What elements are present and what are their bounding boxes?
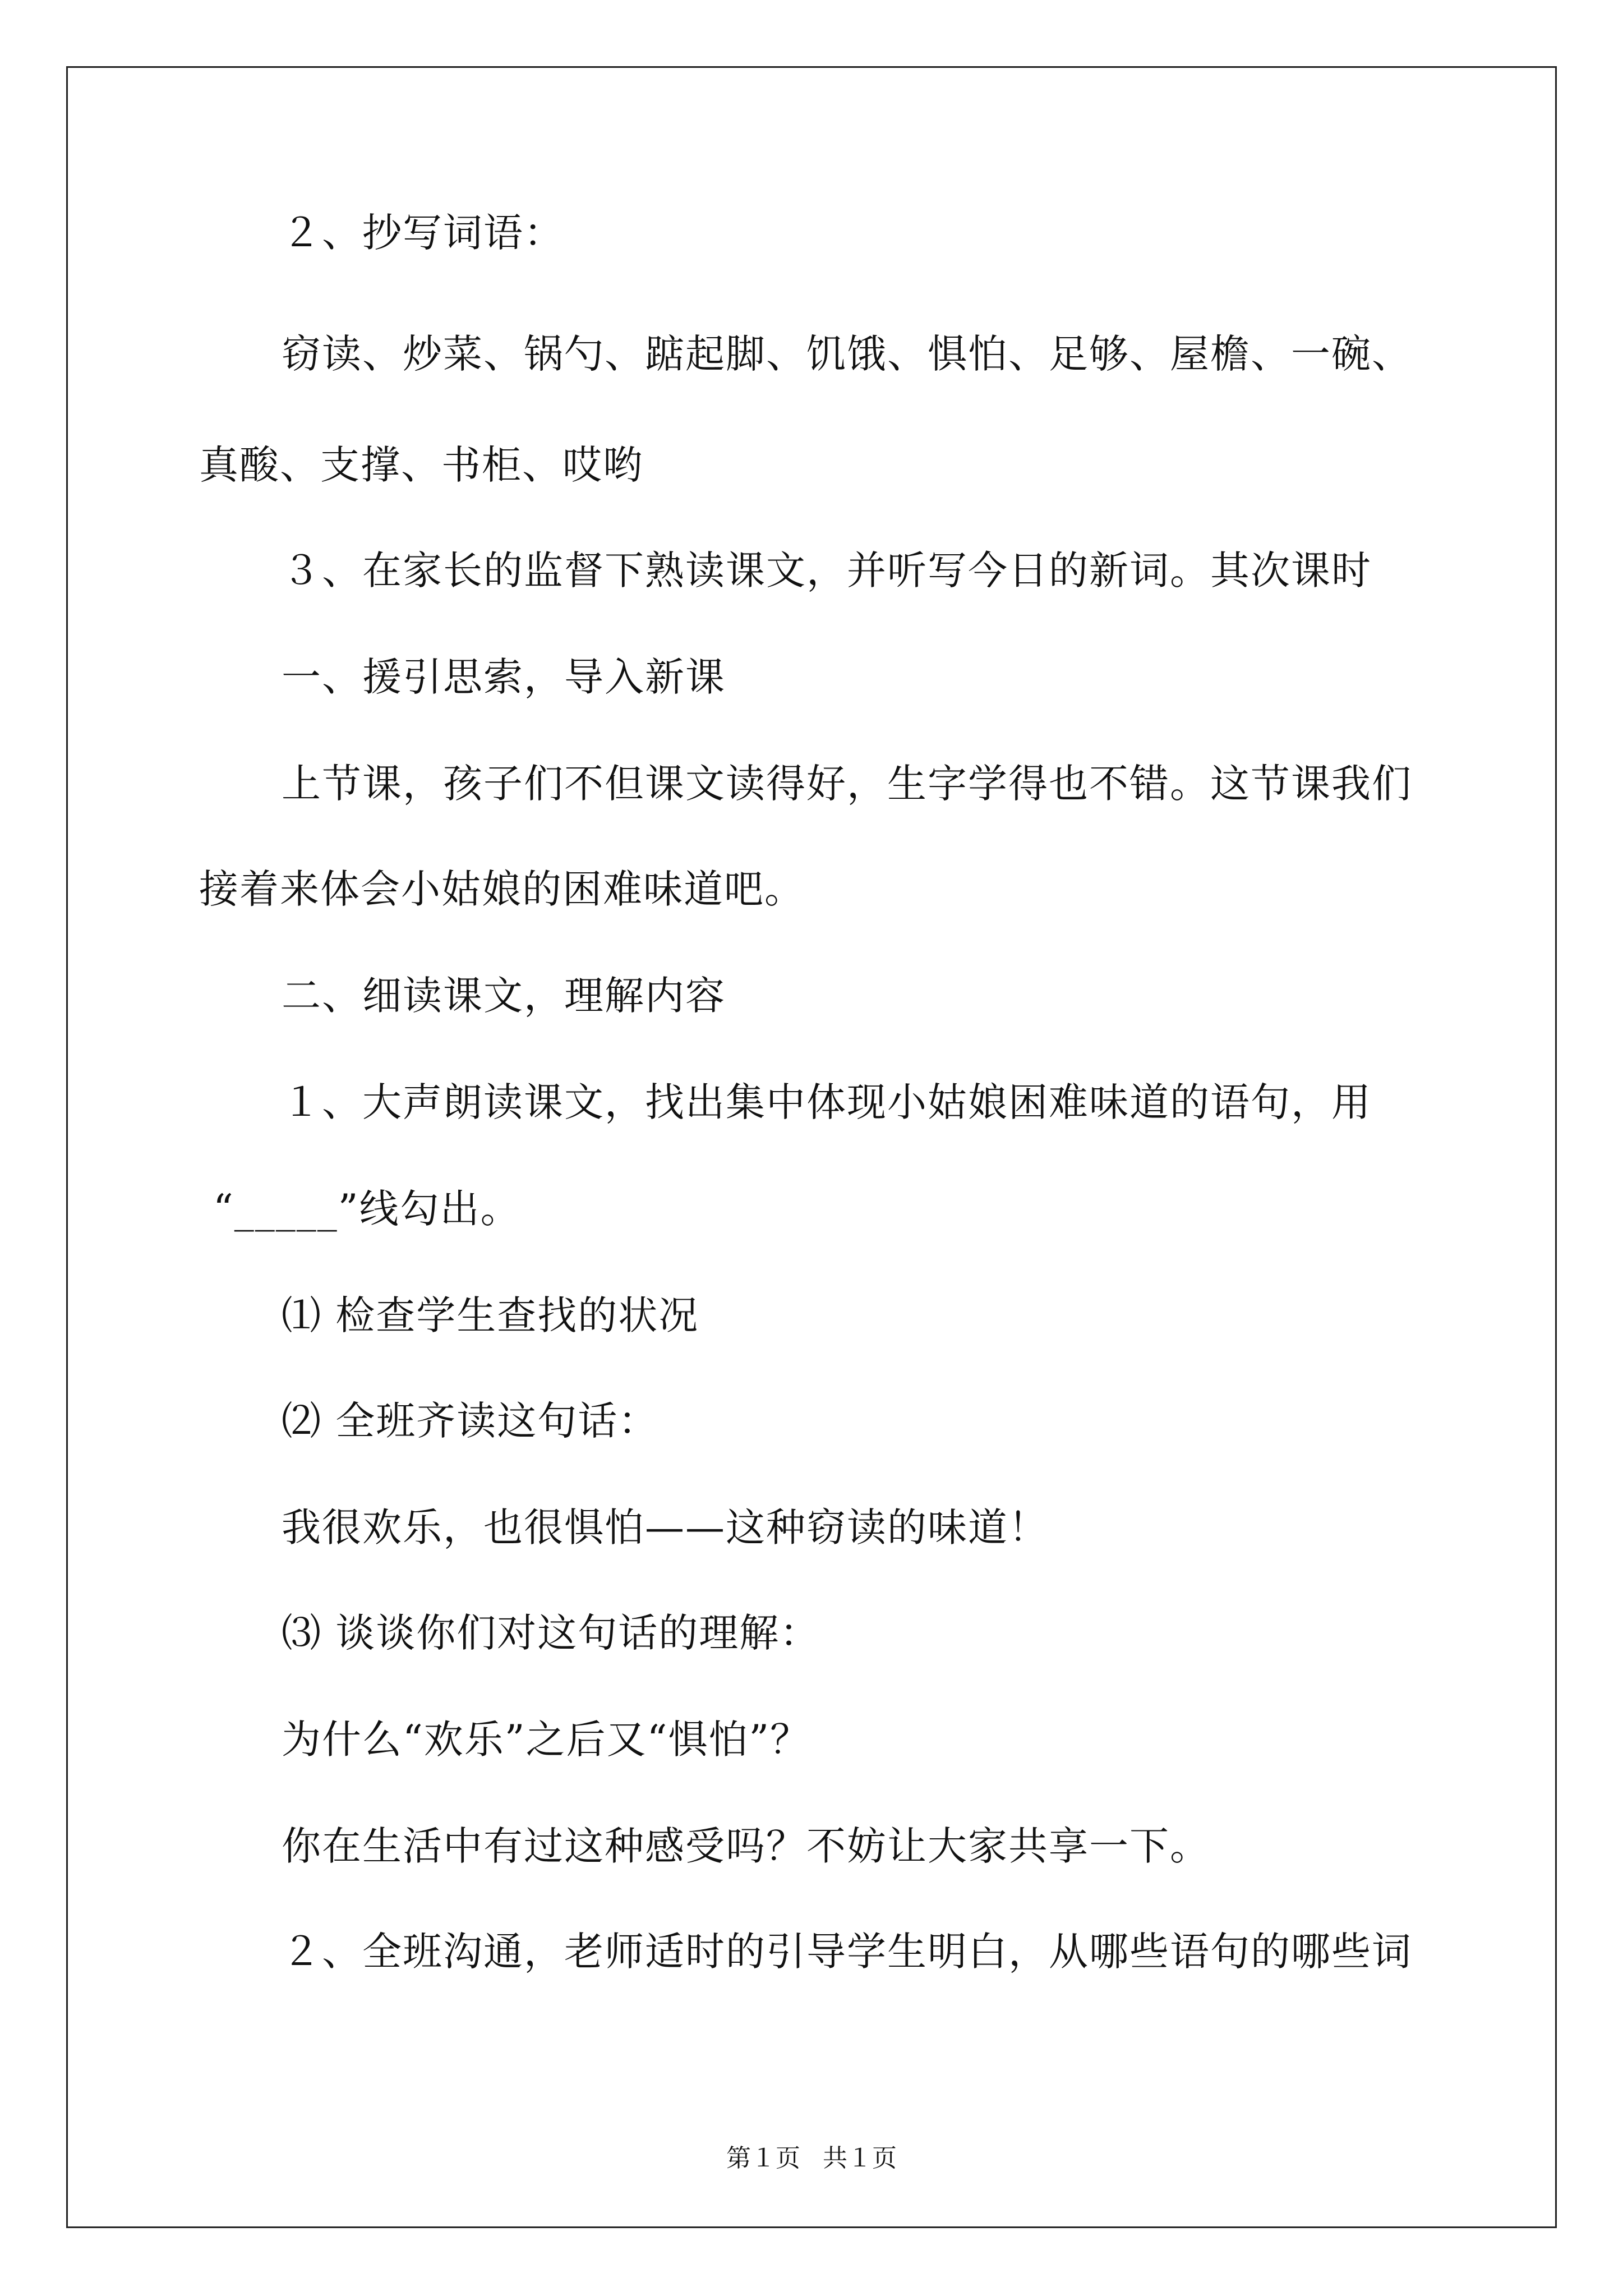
text-line-12: ⑵ 全班齐读这句话：	[282, 1398, 659, 1444]
text-line-14: ⑶ 谈谈你们对这句话的理解：	[282, 1610, 820, 1656]
text-line-7: 接着来体会小姑娘的困难味道吧。	[199, 866, 805, 912]
page-total: 共１页	[823, 2144, 897, 2173]
text-line-8: 二、细读课文，理解内容	[282, 973, 726, 1019]
text-line-17: ２、全班沟通，老师适时的引导学生明白，从哪些语句的哪些词	[282, 1929, 1412, 1975]
text-line-16: 你在生活中有过这种感受吗？不妨让大家共享一下。	[282, 1823, 1210, 1869]
page-footer	[0, 2143, 1623, 2174]
text-line-13: 我很欢乐，也很惧怕——这种窃读的味道！	[282, 1504, 1049, 1550]
text-line-3: 真酸、支撑、书柜、哎哟	[199, 442, 643, 488]
text-line-6: 上节课，孩子们不但课文读得好，生字学得也不错。这节课我们	[282, 761, 1412, 807]
text-line-5: 一、援引思索，导入新课	[282, 654, 726, 700]
text-line-11: ⑴ 检查学生查找的状况	[282, 1292, 699, 1338]
page-frame	[66, 66, 1557, 2228]
text-line-2: 窃读、炒菜、锅勺、踮起脚、饥饿、惧怕、足够、屋檐、一碗、	[282, 331, 1412, 377]
text-line-10: “_____”线勾出。	[213, 1186, 521, 1232]
text-line-4: ３、在家长的监督下熟读课文，并听写今日的新词。其次课时	[282, 547, 1372, 593]
text-line-15: 为什么“欢乐”之后又“惧怕”？	[282, 1717, 811, 1763]
page-number: 第１页	[726, 2144, 800, 2173]
text-line-9: １、大声朗读课文，找出集中体现小姑娘困难味道的语句，用	[282, 1079, 1372, 1125]
text-line-1: ２、抄写词语：	[282, 210, 564, 256]
